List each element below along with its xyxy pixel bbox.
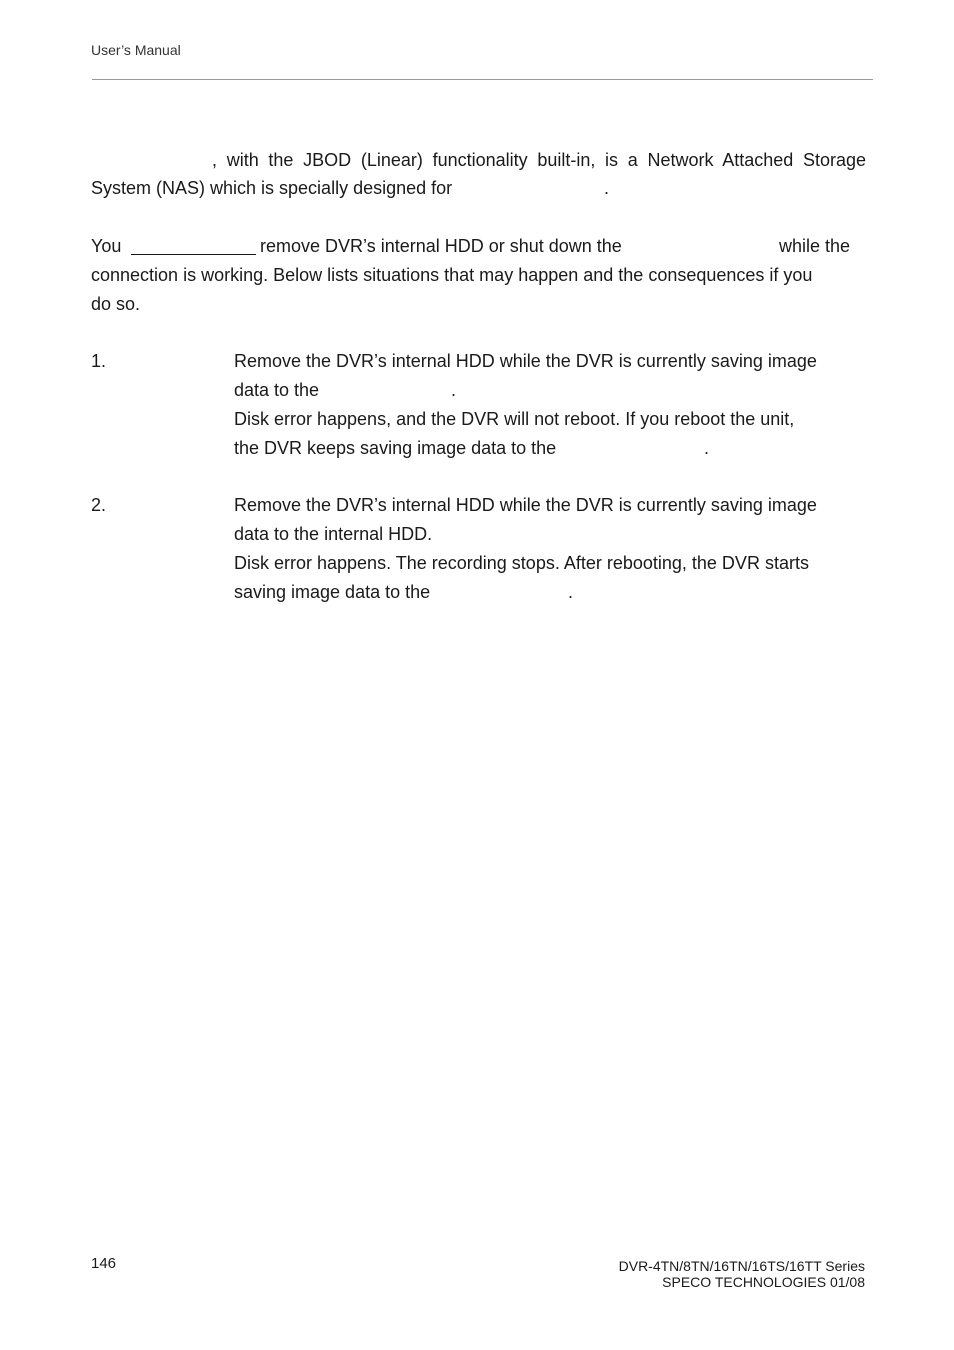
list-item-line: Remove the DVR’s internal HDD while the DVR is currently saving image [234,495,817,515]
list-item-line: Remove the DVR’s internal HDD while the DVR is currently saving image [234,351,817,371]
list-item-number: 2. [91,495,107,515]
warning-line-2: connection is working. Below lists situations that may happen and the consequences if you [91,265,813,285]
list-item-line: Disk error happens. The recording stops. After rebooting, the DVR starts [234,553,809,573]
list-item-line: data to the internal HDD. [234,524,433,544]
intro-line-2: System (NAS) which is specially designed for [91,178,453,198]
warning-remove-text: remove DVR’s internal HDD or shut down the [260,236,622,256]
list-item-line: Disk error happens, and the DVR will not reboot. If you reboot the unit, [234,409,795,429]
intro-line-2-period: . [604,178,610,198]
manual-title: User’s Manual [91,42,181,58]
list-item-line: data to the [234,380,320,400]
warning-you: You [91,236,122,256]
list-item-period: . [451,380,457,400]
footer-series: DVR-4TN/8TN/16TN/16TS/16TT Series [618,1258,865,1274]
warning-while-the: while the [779,236,851,256]
page-number: 146 [91,1255,117,1272]
list-item-line: the DVR keeps saving image data to the [234,438,557,458]
list-item-period: . [568,582,574,602]
header-divider [92,79,873,80]
blank-underline [131,254,256,255]
intro-line-1: , with the JBOD (Linear) functionality built-in, is a Network Attached Storage [212,150,866,170]
footer-company: SPECO TECHNOLOGIES 01/08 [662,1274,865,1290]
list-item-period: . [704,438,710,458]
warning-line-3: do so. [91,294,141,314]
list-item-line: saving image data to the [234,582,431,602]
list-item-number: 1. [91,351,107,371]
